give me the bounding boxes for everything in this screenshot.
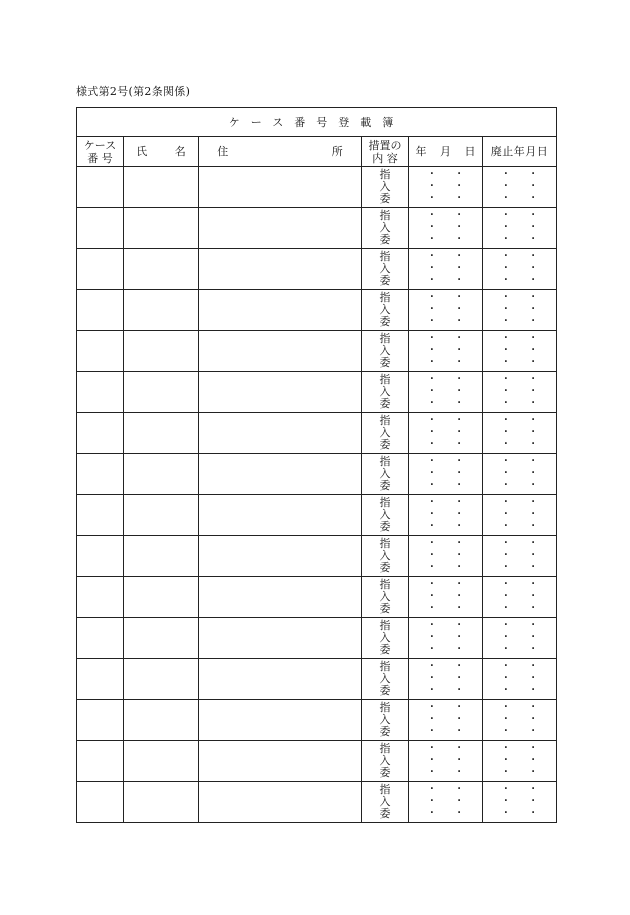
measure-mark: 指 <box>379 414 391 427</box>
header-date: 年 月 日 <box>409 137 483 167</box>
date-separator-dots: ・ ・ <box>426 685 465 696</box>
name-cell[interactable] <box>124 331 199 372</box>
measure-cell <box>362 331 409 372</box>
measure-cell <box>362 536 409 577</box>
date-cell[interactable] <box>409 413 483 454</box>
header-measure-line2: 内 容 <box>372 151 398 165</box>
measure-mark: 入 <box>379 508 391 521</box>
form-title: 様式第2号(第2条関係) <box>76 85 191 98</box>
measure-mark: 入 <box>379 180 391 193</box>
header-measure-line1: 措置の <box>368 138 402 152</box>
header-row <box>77 137 557 167</box>
date-separator-dots: ・ ・ <box>426 480 465 491</box>
case-number-register-table <box>76 107 557 823</box>
name-cell[interactable] <box>124 659 199 700</box>
register-body <box>77 108 557 823</box>
address-cell[interactable] <box>199 454 362 495</box>
address-cell[interactable] <box>199 618 362 659</box>
measure-mark: 指 <box>379 291 391 304</box>
date-separator-dots: ・ ・ <box>500 603 539 614</box>
date-separator-dots: ・ ・ <box>500 398 539 409</box>
header-name: 氏 名 <box>124 137 199 167</box>
measure-cell <box>362 454 409 495</box>
measure-mark: 入 <box>379 344 391 357</box>
case-number-cell[interactable] <box>77 536 124 577</box>
address-cell[interactable] <box>199 331 362 372</box>
measure-mark: 委 <box>379 684 391 697</box>
name-cell[interactable] <box>124 495 199 536</box>
measure-mark: 指 <box>379 701 391 714</box>
address-cell[interactable] <box>199 290 362 331</box>
measure-mark: 指 <box>379 783 391 796</box>
abolition-date-cell[interactable] <box>483 208 557 249</box>
date-separator-dots: ・ ・ <box>426 415 465 426</box>
table-caption: ケース番号登載簿 <box>77 108 557 137</box>
date-separator-dots: ・ ・ <box>426 661 465 672</box>
table-row <box>77 700 557 741</box>
case-number-cell[interactable] <box>77 249 124 290</box>
case-number-cell[interactable] <box>77 331 124 372</box>
date-separator-dots: ・ ・ <box>426 169 465 180</box>
date-separator-dots: ・ ・ <box>426 292 465 303</box>
date-separator-dots: ・ ・ <box>426 550 465 561</box>
date-separator-dots: ・ ・ <box>500 480 539 491</box>
date-separator-dots: ・ ・ <box>500 497 539 508</box>
date-separator-dots: ・ ・ <box>426 714 465 725</box>
date-separator-dots: ・ ・ <box>500 275 539 286</box>
date-separator-dots: ・ ・ <box>500 169 539 180</box>
date-separator-dots: ・ ・ <box>500 345 539 356</box>
date-separator-dots: ・ ・ <box>500 439 539 450</box>
measure-mark: 委 <box>379 766 391 779</box>
abolition-date-cell[interactable] <box>483 167 557 208</box>
measure-cell <box>362 577 409 618</box>
measure-mark: 入 <box>379 426 391 439</box>
date-separator-dots: ・ ・ <box>500 685 539 696</box>
date-cell[interactable] <box>409 700 483 741</box>
date-separator-dots: ・ ・ <box>500 357 539 368</box>
address-cell[interactable] <box>199 782 362 823</box>
measure-mark: 委 <box>379 274 391 287</box>
measure-mark: 入 <box>379 590 391 603</box>
date-separator-dots: ・ ・ <box>426 562 465 573</box>
measure-cell <box>362 413 409 454</box>
measure-cell <box>362 495 409 536</box>
date-separator-dots: ・ ・ <box>426 673 465 684</box>
case-number-cell[interactable] <box>77 618 124 659</box>
date-separator-dots: ・ ・ <box>500 743 539 754</box>
date-separator-dots: ・ ・ <box>500 579 539 590</box>
address-cell[interactable] <box>199 577 362 618</box>
date-separator-dots: ・ ・ <box>500 316 539 327</box>
abolition-date-cell[interactable] <box>483 495 557 536</box>
address-cell[interactable] <box>199 208 362 249</box>
table-row <box>77 454 557 495</box>
date-cell[interactable] <box>409 331 483 372</box>
measure-mark: 委 <box>379 561 391 574</box>
measure-mark: 指 <box>379 332 391 345</box>
measure-mark: 指 <box>379 455 391 468</box>
abolition-date-cell[interactable] <box>483 782 557 823</box>
measure-cell <box>362 290 409 331</box>
date-separator-dots: ・ ・ <box>500 234 539 245</box>
abolition-date-cell[interactable] <box>483 659 557 700</box>
name-cell[interactable] <box>124 372 199 413</box>
header-case-number-line2: 番 号 <box>87 151 113 165</box>
date-separator-dots: ・ ・ <box>426 632 465 643</box>
measure-mark: 入 <box>379 303 391 316</box>
header-abolition-date: 廃止年月日 <box>483 137 557 167</box>
measure-mark: 指 <box>379 373 391 386</box>
date-separator-dots: ・ ・ <box>426 497 465 508</box>
date-separator-dots: ・ ・ <box>500 468 539 479</box>
measure-mark: 指 <box>379 742 391 755</box>
measure-cell <box>362 249 409 290</box>
date-cell[interactable] <box>409 536 483 577</box>
abolition-date-cell[interactable] <box>483 536 557 577</box>
date-separator-dots: ・ ・ <box>500 562 539 573</box>
date-separator-dots: ・ ・ <box>426 398 465 409</box>
measure-mark: 入 <box>379 754 391 767</box>
name-cell[interactable] <box>124 782 199 823</box>
date-separator-dots: ・ ・ <box>426 251 465 262</box>
date-cell[interactable] <box>409 577 483 618</box>
date-separator-dots: ・ ・ <box>500 415 539 426</box>
date-separator-dots: ・ ・ <box>500 521 539 532</box>
date-separator-dots: ・ ・ <box>426 755 465 766</box>
date-separator-dots: ・ ・ <box>500 784 539 795</box>
date-cell[interactable] <box>409 782 483 823</box>
date-separator-dots: ・ ・ <box>426 439 465 450</box>
case-number-cell[interactable] <box>77 700 124 741</box>
date-separator-dots: ・ ・ <box>426 427 465 438</box>
measure-mark: 委 <box>379 725 391 738</box>
address-cell[interactable] <box>199 167 362 208</box>
date-separator-dots: ・ ・ <box>426 538 465 549</box>
case-number-cell[interactable] <box>77 454 124 495</box>
measure-mark: 指 <box>379 496 391 509</box>
date-separator-dots: ・ ・ <box>500 538 539 549</box>
measure-mark: 委 <box>379 233 391 246</box>
date-separator-dots: ・ ・ <box>426 468 465 479</box>
abolition-date-cell[interactable] <box>483 331 557 372</box>
date-separator-dots: ・ ・ <box>500 456 539 467</box>
date-separator-dots: ・ ・ <box>426 796 465 807</box>
date-separator-dots: ・ ・ <box>426 275 465 286</box>
date-cell[interactable] <box>409 741 483 782</box>
measure-mark: 委 <box>379 520 391 533</box>
measure-mark: 委 <box>379 397 391 410</box>
date-separator-dots: ・ ・ <box>500 661 539 672</box>
date-cell[interactable] <box>409 208 483 249</box>
date-separator-dots: ・ ・ <box>500 808 539 819</box>
measure-mark: 指 <box>379 250 391 263</box>
date-separator-dots: ・ ・ <box>426 603 465 614</box>
date-separator-dots: ・ ・ <box>426 181 465 192</box>
date-separator-dots: ・ ・ <box>500 427 539 438</box>
name-cell[interactable] <box>124 454 199 495</box>
date-separator-dots: ・ ・ <box>500 263 539 274</box>
date-separator-dots: ・ ・ <box>500 386 539 397</box>
name-cell[interactable] <box>124 167 199 208</box>
date-cell[interactable] <box>409 290 483 331</box>
date-separator-dots: ・ ・ <box>426 808 465 819</box>
date-separator-dots: ・ ・ <box>426 509 465 520</box>
date-separator-dots: ・ ・ <box>500 673 539 684</box>
date-separator-dots: ・ ・ <box>500 714 539 725</box>
abolition-date-cell[interactable] <box>483 290 557 331</box>
address-cell[interactable] <box>199 495 362 536</box>
name-cell[interactable] <box>124 208 199 249</box>
date-separator-dots: ・ ・ <box>500 755 539 766</box>
date-separator-dots: ・ ・ <box>426 591 465 602</box>
measure-mark: 委 <box>379 643 391 656</box>
date-separator-dots: ・ ・ <box>500 796 539 807</box>
date-separator-dots: ・ ・ <box>426 263 465 274</box>
date-separator-dots: ・ ・ <box>426 620 465 631</box>
date-separator-dots: ・ ・ <box>500 620 539 631</box>
date-separator-dots: ・ ・ <box>500 644 539 655</box>
date-cell[interactable] <box>409 167 483 208</box>
date-separator-dots: ・ ・ <box>426 210 465 221</box>
header-case-number-line1: ケース <box>83 138 117 152</box>
measure-cell <box>362 782 409 823</box>
measure-mark: 委 <box>379 479 391 492</box>
measure-mark: 指 <box>379 537 391 550</box>
name-cell[interactable] <box>124 741 199 782</box>
name-cell[interactable] <box>124 249 199 290</box>
table-row <box>77 208 557 249</box>
date-separator-dots: ・ ・ <box>426 333 465 344</box>
date-cell[interactable] <box>409 454 483 495</box>
case-number-cell[interactable] <box>77 741 124 782</box>
date-separator-dots: ・ ・ <box>426 222 465 233</box>
abolition-date-cell[interactable] <box>483 741 557 782</box>
abolition-date-cell[interactable] <box>483 577 557 618</box>
date-separator-dots: ・ ・ <box>500 702 539 713</box>
measure-cell <box>362 741 409 782</box>
measure-mark: 指 <box>379 660 391 673</box>
address-cell[interactable] <box>199 741 362 782</box>
date-separator-dots: ・ ・ <box>426 193 465 204</box>
table-row <box>77 782 557 823</box>
date-separator-dots: ・ ・ <box>426 784 465 795</box>
date-separator-dots: ・ ・ <box>500 181 539 192</box>
date-separator-dots: ・ ・ <box>426 521 465 532</box>
date-separator-dots: ・ ・ <box>500 333 539 344</box>
address-cell[interactable] <box>199 659 362 700</box>
measure-cell <box>362 700 409 741</box>
header-case-number <box>77 137 124 167</box>
date-cell[interactable] <box>409 659 483 700</box>
abolition-date-cell[interactable] <box>483 454 557 495</box>
name-cell[interactable] <box>124 290 199 331</box>
table-row <box>77 659 557 700</box>
measure-mark: 入 <box>379 467 391 480</box>
date-separator-dots: ・ ・ <box>500 550 539 561</box>
measure-mark: 指 <box>379 619 391 632</box>
address-cell[interactable] <box>199 700 362 741</box>
date-separator-dots: ・ ・ <box>426 374 465 385</box>
date-separator-dots: ・ ・ <box>426 316 465 327</box>
date-separator-dots: ・ ・ <box>500 222 539 233</box>
case-number-cell[interactable] <box>77 208 124 249</box>
address-cell[interactable] <box>199 536 362 577</box>
address-cell[interactable] <box>199 413 362 454</box>
date-separator-dots: ・ ・ <box>426 386 465 397</box>
table-row <box>77 618 557 659</box>
measure-mark: 入 <box>379 221 391 234</box>
measure-mark: 入 <box>379 672 391 685</box>
table-row <box>77 331 557 372</box>
table-row <box>77 577 557 618</box>
date-separator-dots: ・ ・ <box>500 304 539 315</box>
date-cell[interactable] <box>409 495 483 536</box>
date-cell[interactable] <box>409 372 483 413</box>
measure-cell <box>362 659 409 700</box>
date-separator-dots: ・ ・ <box>500 292 539 303</box>
measure-cell <box>362 208 409 249</box>
date-cell[interactable] <box>409 618 483 659</box>
measure-mark: 入 <box>379 713 391 726</box>
date-separator-dots: ・ ・ <box>500 210 539 221</box>
measure-cell <box>362 618 409 659</box>
abolition-date-cell[interactable] <box>483 700 557 741</box>
measure-mark: 指 <box>379 578 391 591</box>
date-separator-dots: ・ ・ <box>426 579 465 590</box>
measure-cell <box>362 372 409 413</box>
measure-mark: 委 <box>379 315 391 328</box>
case-number-cell[interactable] <box>77 290 124 331</box>
address-cell[interactable] <box>199 372 362 413</box>
measure-mark: 入 <box>379 795 391 808</box>
date-separator-dots: ・ ・ <box>426 304 465 315</box>
measure-mark: 委 <box>379 602 391 615</box>
abolition-date-cell[interactable] <box>483 249 557 290</box>
case-number-cell[interactable] <box>77 167 124 208</box>
table-row <box>77 495 557 536</box>
measure-mark: 入 <box>379 262 391 275</box>
date-separator-dots: ・ ・ <box>500 767 539 778</box>
date-separator-dots: ・ ・ <box>500 591 539 602</box>
name-cell[interactable] <box>124 536 199 577</box>
date-separator-dots: ・ ・ <box>426 767 465 778</box>
measure-mark: 入 <box>379 549 391 562</box>
case-number-cell[interactable] <box>77 413 124 454</box>
header-address: 住 所 <box>199 137 362 167</box>
date-separator-dots: ・ ・ <box>426 357 465 368</box>
measure-mark: 指 <box>379 209 391 222</box>
date-cell[interactable] <box>409 249 483 290</box>
header-measure <box>362 137 409 167</box>
date-separator-dots: ・ ・ <box>426 702 465 713</box>
table-row <box>77 741 557 782</box>
measure-mark: 委 <box>379 356 391 369</box>
name-cell[interactable] <box>124 413 199 454</box>
table-row <box>77 536 557 577</box>
table-row <box>77 372 557 413</box>
abolition-date-cell[interactable] <box>483 372 557 413</box>
date-separator-dots: ・ ・ <box>500 509 539 520</box>
abolition-date-cell[interactable] <box>483 618 557 659</box>
date-separator-dots: ・ ・ <box>426 726 465 737</box>
measure-cell <box>362 167 409 208</box>
date-separator-dots: ・ ・ <box>500 632 539 643</box>
table-row <box>77 290 557 331</box>
name-cell[interactable] <box>124 700 199 741</box>
case-number-cell[interactable] <box>77 372 124 413</box>
date-separator-dots: ・ ・ <box>500 726 539 737</box>
date-separator-dots: ・ ・ <box>426 743 465 754</box>
case-number-cell[interactable] <box>77 577 124 618</box>
date-separator-dots: ・ ・ <box>426 234 465 245</box>
measure-mark: 委 <box>379 438 391 451</box>
case-number-cell[interactable] <box>77 659 124 700</box>
caption-row <box>77 108 557 137</box>
case-number-cell[interactable] <box>77 495 124 536</box>
date-separator-dots: ・ ・ <box>426 345 465 356</box>
measure-mark: 入 <box>379 631 391 644</box>
abolition-date-cell[interactable] <box>483 413 557 454</box>
measure-mark: 委 <box>379 192 391 205</box>
date-separator-dots: ・ ・ <box>500 251 539 262</box>
address-cell[interactable] <box>199 249 362 290</box>
date-separator-dots: ・ ・ <box>426 644 465 655</box>
table-row <box>77 167 557 208</box>
table-row <box>77 413 557 454</box>
date-separator-dots: ・ ・ <box>426 456 465 467</box>
name-cell[interactable] <box>124 577 199 618</box>
date-separator-dots: ・ ・ <box>500 374 539 385</box>
measure-mark: 委 <box>379 807 391 820</box>
table-row <box>77 249 557 290</box>
measure-mark: 入 <box>379 385 391 398</box>
date-separator-dots: ・ ・ <box>500 193 539 204</box>
measure-mark: 指 <box>379 168 391 181</box>
name-cell[interactable] <box>124 618 199 659</box>
case-number-cell[interactable] <box>77 782 124 823</box>
